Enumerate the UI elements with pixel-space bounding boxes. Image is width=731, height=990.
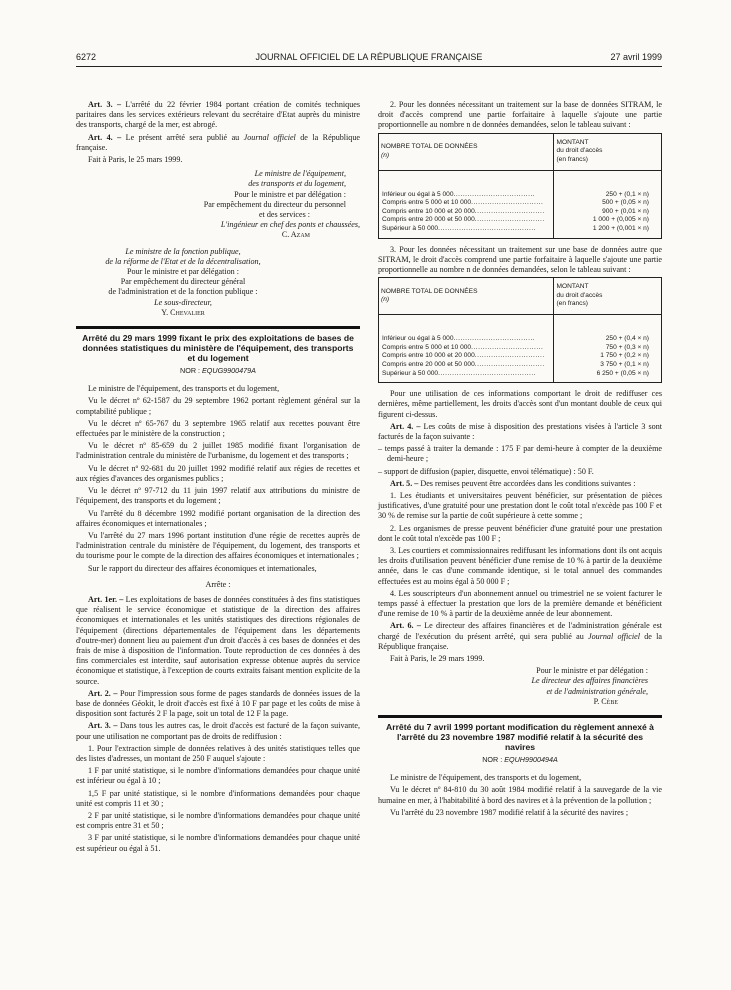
table-row: Compris entre 20 000 et 50 000.............................. 1 000 + (0,005 × n) [379, 216, 662, 225]
table-header-row [379, 278, 662, 315]
decree-title: Arrêté du 7 avril 1999 portant modification du règlement annexé à l'arrêté du 23 novembre 1987 modifié relatif à la sécurité des navires [386, 722, 654, 753]
table-row: Compris entre 20 000 et 50 000.............................. 3 750 + (0,1 × n) [379, 361, 662, 370]
article-paragraph: Art. 3. – L'arrêté du 22 février 1984 portant création de comités techniques paritaires dans les services extérieurs relevant du secrétaire d'Etat auprès du ministre des transports, chargé de la mer, est abrogé. [76, 100, 360, 130]
table-header: NOMBRE TOTAL DE DONNÉES (n) [379, 133, 554, 170]
article-paragraph: Art. 1er. – Les exploitations de bases de données constituées à des fins statistiques que réalisent le service économique et statistique de la direction des affaires économiques et internationales et les unités statistiques des directions régionales de l'équipement (directions départementales de l'équipement dans les départements d'outre-mer) donnent lieu au paiement d'un droit d'accès à ces bases de données et des frais de mise à disposition de l'information. Toute reproduction de ces données à des fins commerciales est interdite, sauf autorisation expresse obtenue auprès du service économique et statistique, à l'exception de courts extraits faisant mention explicite de la source. [76, 594, 361, 686]
article-paragraph: Art. 4. – Le présent arrêté sera publié au Journal officiel de la République française. [76, 132, 360, 152]
article-paragraph: Art. 4. – Les coûts de mise à disposition des prestations visées à l'article 3 sont facturés de la façon suivante : [378, 421, 662, 441]
decree-title: Arrêté du 29 mars 1999 fixant le prix des exploitations de bases de données statistiques du ministère de l'équipement, des transports et du logement [82, 333, 354, 364]
journal-title: JOURNAL OFFICIEL DE LA RÉPUBLIQUE FRANÇAISE [255, 52, 483, 62]
table-row: Inférieur ou égal à 5 000................................... 250 + (0,4 × n) [379, 335, 662, 344]
header-rule [76, 66, 662, 67]
fait-line: Fait à Paris, le 25 mars 1999. [88, 155, 183, 165]
table-row: Inférieur ou égal à 5 000................................... 250 + (0,1 × n) [379, 191, 662, 200]
nor-reference: NOR : EQUG9900479A [180, 366, 256, 376]
page-number: 6272 [76, 52, 97, 62]
page-header [76, 52, 662, 66]
sitram-fee-table [378, 133, 662, 239]
table-header: MONTANT du droit d'accès (en francs) [554, 133, 662, 170]
table-row: Compris entre 10 000 et 20 000.............................. 1 750 + (0,2 × n) [379, 352, 662, 361]
signature-block: Le ministre de la fonction publique, de la réforme de l'Etat et de la décentralisation, Pour le ministre et par délégation : Par empêchement du directeur général de l'administration et de la fonction publique : Le sous-directeur, Y. Chevalier [105, 246, 261, 317]
issue-date: 27 avril 1999 [610, 52, 662, 62]
nor-reference: NOR : EQUH9900494A [482, 755, 558, 765]
table-row: Compris entre 5 000 et 10 000............................... 750 + (0,3 × n) [379, 344, 662, 353]
table-row: Compris entre 10 000 et 20 000.............................. 900 + (0,01 × n) [379, 208, 662, 217]
signature-block: Pour le ministre et par délégation : Le directeur des affaires financières et de l'administration générale, P. Cèbe [531, 666, 648, 706]
fait-line: Fait à Paris, le 29 mars 1999. [390, 654, 485, 664]
section-rule [378, 715, 662, 718]
section-rule [76, 326, 360, 329]
table-row: Supérieur à 50 000.......................................... 6 250 + (0,05 × n) [379, 370, 662, 383]
table-header-row [379, 133, 662, 170]
other-base-fee-table [378, 277, 662, 383]
article-paragraph: Art. 2. – Pour l'impression sous forme de pages standards de données issues de la base de données Géokit, le droit d'accès est fixé à 10 F par page et les coûts de mise à disposition sont facturés 2 F la page, soit un total de 12 F la page. [76, 688, 360, 719]
table-row: Supérieur à 50 000.......................................... 1 200 + (0,001 × n) [379, 225, 662, 238]
table-header: NOMBRE TOTAL DE DONNÉES (n) [379, 278, 554, 315]
table-header: MONTANT du droit d'accès (en francs) [554, 278, 662, 315]
article-paragraph: Art. 3. – Dans tous les autres cas, le droit d'accès est facturé de la façon suivante, pour une utilisation ne comportant pas de droits de rediffusion : [76, 721, 360, 741]
left-column: Art. 3. – L'arrêté du 22 février 1984 portant création de comités techniques paritaires dans les services extérieurs relevant du secrétaire d'Etat auprès du ministre des transports, chargé de la mer, est abrogé. Art. 4. – Le présent arrêté sera publié au Journal officiel de la République française. Fait à Paris, le 25 mars 1999. Le ministre de l'équipement, des transports et du logement, Pour le ministre et par délégation : Par empêchement du directeur du personnel et des services : L'ingénieur en chef des ponts et chaussées, C. Azam Le ministre de la fonction publique, de la réforme de l'Etat et de la décentralisation, Pour le ministre et par délégation : Par empêchement du directeur général de l'administration et de la fonction publique : Le sous-directeur, Y. Chevalier Arrêté du 29 mars 1999 fixant le prix des exploitations de bases de données statistiques du ministère de l'équipement, des transports et du logement NOR : EQUG9900479A Le ministre de l'équipement, des transports et du logement, Vu le décret nº 62-1587 du 29 septembre 1962 portant règlement général sur la comptabilité publique ; Vu le décret nº 65-767 du 3 septembre 1965 relatif aux recettes pouvant être effectuées par le ministère de la construction ; Vu le décret nº 85-659 du 2 juillet 1985 modifié fixant l'organisation de l'administration centrale du ministère de l'urbanisme, du logement et des transports ; Vu le décret nº 92-681 du 20 juillet 1992 modifié relatif aux régies de recettes et aux régies d'avances des organismes publics ; Vu le décret nº 97-712 du 11 juin 1997 relatif aux attributions du ministre de l'équipement, des transports et du logement ; Vu l'arrêté du 8 décembre 1992 modifié portant organisation de la direction des affaires économiques et internationales ; Vu l'arrêté du 27 mars 1996 portant institution d'une régie de recettes auprès de l'administration centrale du ministère de l'équipement, du logement, des transports et du tourisme pour le compte de la direction des affaires économiques et internationales ; Sur le rapport du directeur des affaires économiques et internationales, Arrête : Art. 1er. – Les exploitations de bases de données constituées à des fins statistiques que réalisent le service économique et statistique de la direction des affaires économiques et internationales et les unités statistiques des directions régionales de l'équipement (directions départementales de l'équipement dans les départements d'outre-mer) donnent lieu au paiement d'un droit d'accès à ces bases de données et des frais de mise à disposition de l'information. Toute reproduction de ces données à des fins commerciales est interdite, sauf autorisation expresse obtenue auprès du service économique et statistique, à l'exception de courts extraits faisant mention explicite de la source. Art. 2. – Pour l'impression sous forme de pages standards de données issues de la base de données Géokit, le droit d'accès est fixé à 10 F par page et les coûts de mise à disposition sont facturés 2 F la page, soit un total de 12 F la page. Art. 3. – Dans tous les autres cas, le droit d'accès est facturé de la façon suivante, pour une utilisation ne comportant pas de droits de rediffusion : 1. Pour l'extraction simple de données relatives à des unités statistiques telles que des listes d'adresses, un montant de 250 F auquel s'ajoute : 1 F par unité statistique, si le nombre d'informations demandées pour chaque unité est inférieur ou égal à 10 ; 1,5 F par unité statistique, si le nombre d'informations demandées pour chaque unité est compris 11 et 30 ; 2 F par unité statistique, si le nombre d'informations demandées pour chaque unité est compris entre 31 et 50 ; 3 F par unité statistique, si le nombre d'informations demandées pour chaque unité est supérieur ou égal à 51. [76, 100, 361, 853]
right-column: 2. Pour les données nécessitant un traitement sur la base de données SITRAM, le droit d'accès comprend une partie forfaitaire à laquelle s'ajoute une partie proportionnelle au nombre n de données demandées, selon le tableau suivant : NOMBRE TOTAL DE DONNÉES (n) MONTANT du droit d'accès (en francs) Inférieur ou égal à 5 000................................... 250 + (0,1 × n) Compris entre 5 000 et 10 000............................... 500 + (0,05 × n) Compris entre 10 000 et 20 000.............................. 900 + (0,01 × n) Compris entre 20 000 et 50 000.............................. 1 000 + (0,005 × n) Supérieur à 50 000.......................................... 1 200 + (0,001 × n) 3. Pour les données nécessitant un traitement sur une base de données autre que SITRAM, le droit d'accès comprend une partie forfaitaire à laquelle s'ajoute une partie proportionnelle au nombre n de données demandées, selon le tableau suivant : NOMBRE TOTAL DE DONNÉES (n) MONTANT du droit d'accès (en francs) Inférieur ou égal à 5 000................................... 250 + (0,4 × n) Compris entre 5 000 et 10 000............................... 750 + (0,3 × n) Compris entre 10 000 et 20 000.............................. 1 750 + (0,2 × n) Compris entre 20 000 et 50 000.............................. 3 750 + (0,1 × n) Supérieur à 50 000.......................................... 6 250 + (0,05 × n) Pour une utilisation de ces informations comportant le droit de rediffuser ces dernières, même partiellement, les droits d'accès sont d'un montant double de ceux qui figurent ci-dessus. Art. 4. – Les coûts de mise à disposition des prestations visées à l'article 3 sont facturés de la façon suivante : – temps passé à traiter la demande : 175 F par demi-heure à compter de la deuxième demi-heure ; – support de diffusion (papier, disquette, envoi télématique) : 50 F. Art. 5. – Des remises peuvent être accordées dans les conditions suivantes : 1. Les étudiants et universitaires peuvent bénéficier, sur présentation de pièces justificatives, d'une gratuité pour une prestation dont le coût total n'excède pas 100 F et 30 % de remise sur la partie de coût supérieure à cette somme ; 2. Les organismes de presse peuvent bénéficier d'une gratuité pour une prestation dont le coût total n'excède pas 100 F ; 3. Les courtiers et commissionnaires rediffusant les informations dont ils ont acquis les droits d'utilisation peuvent bénéficier d'une remise de 10 % à partir de la deuxième année, dans le cas d'une commande identique, si le total annuel des commandes effectuées est au moins égal à 50 000 F ; 4. Les souscripteurs d'un abonnement annuel ou trimestriel ne se voient facturer le temps passé à effectuer la prestation que lors de la première demande et bénéficient d'une remise de 10 % à partir de la deuxième année de leur abonnement. Art. 6. – Le directeur des affaires financières et de l'administration générale est chargé de l'exécution du présent arrêté, qui sera publié au Journal officiel de la République française. Fait à Paris, le 29 mars 1999. Pour le ministre et par délégation : Le directeur des affaires financières et de l'administration générale, P. Cèbe Arrêté du 7 avril 1999 portant modification du règlement annexé à l'arrêté du 23 novembre 1987 modifié relatif à la sécurité des navires NOR : EQUH9900494A Le ministre de l'équipement, des transports et du logement, Vu le décret nº 84-810 du 30 août 1984 modifié relatif à la sauvegarde de la vie humaine en mer, à l'habitabilité à bord des navires et à la prévention de la pollution ; Vu l'arrêté du 23 novembre 1987 modifié relatif à la sécurité des navires ; [378, 100, 662, 817]
signature-block: Le ministre de l'équipement, des transports et du logement, Pour le ministre et par délégation : Par empêchement du directeur du personnel et des services : L'ingénieur en chef des ponts et chaussées, C. Azam [203, 169, 360, 240]
article-paragraph: Art. 6. – Le directeur des affaires financières et de l'administration générale est chargé de l'exécution du présent arrêté, qui sera publié au Journal officiel de la République française. [378, 621, 662, 651]
table-row: Compris entre 5 000 et 10 000............................... 500 + (0,05 × n) [379, 199, 662, 208]
article-paragraph: Art. 5. – Des remises peuvent être accordées dans les conditions suivantes : [390, 478, 636, 488]
arrete-heading: Arrête : [205, 579, 231, 589]
